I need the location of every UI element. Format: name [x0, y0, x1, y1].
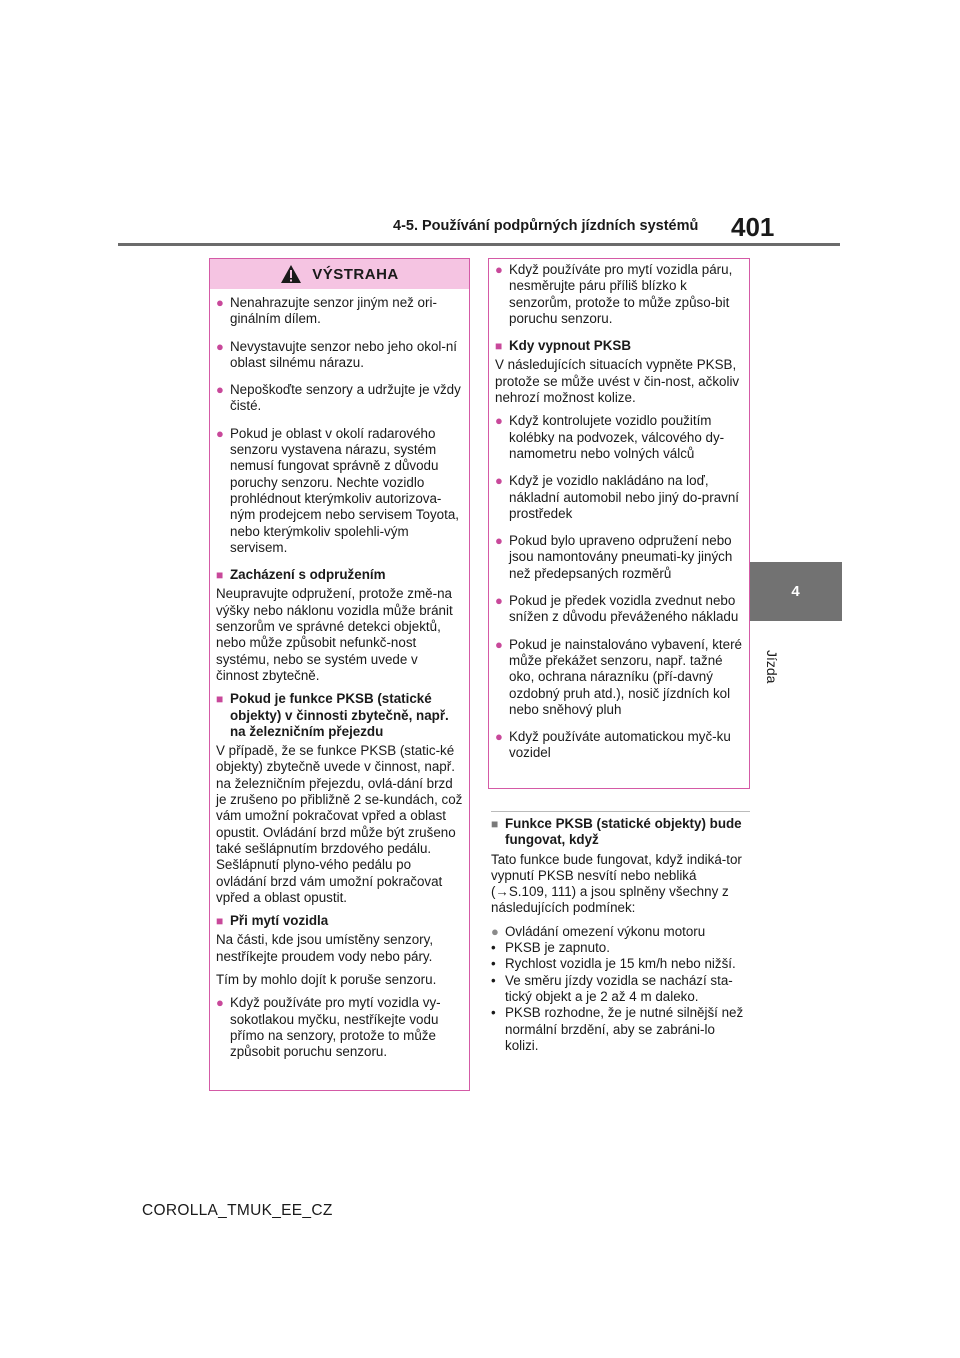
bullet-icon: ● — [495, 729, 503, 745]
list-item: ● Když používáte pro mytí vozidla vy-sokotlakou myčku, nestříkejte vodu přímo na senzory, protože to může způsobit poruchu senzoru. — [216, 995, 441, 1060]
bullet-icon: ● — [216, 425, 224, 441]
document-code: COROLLA_TMUK_EE_CZ — [142, 1202, 333, 1219]
section-title: 4-5. Používání podpůrných jízdních systémů — [393, 218, 699, 234]
square-icon: ■ — [216, 692, 224, 707]
list-item: ● Ovládání omezení výkonu motoru — [491, 923, 706, 939]
list-item: • Ve směru jízdy vozidla se nachází sta-tický objekt a je 2 až 4 m daleko. — [491, 972, 733, 1004]
pksb-conditions — [491, 811, 750, 1054]
dash-icon: • — [491, 1005, 496, 1021]
bullet-icon: ● — [495, 533, 503, 549]
list-item: ● Když je vozidlo nakládáno na loď, nákladní automobil nebo jiný do-pravní prostředek — [495, 473, 740, 521]
warning-box-left — [209, 258, 470, 1091]
subsection-heading: ■ Kdy vypnout PKSB — [495, 338, 632, 354]
list-item: ● Pokud bylo upraveno odpružení nebo jsou namontovány pneumati-ky jiných než předepsaných rozměrů — [495, 533, 733, 581]
list-item: ● Pokud je oblast v okolí radarového senzoru vystavena nárazu, systém nemusí fungovat správně z důvodu poruchy senzoru. Nechte vozidlo prohlédnout kterýmkoliv autorizova-ným prodejcem nebo servisem Toyota, nebo kterýmkoliv spolehli-vým servisem. — [216, 425, 459, 555]
paragraph: Tato funkce bude fungovat, když indiká-tor vypnutí PKSB nesvítí nebo nebliká (→S.109, 111) a jsou splněny všechny z následujících podmínek: — [491, 851, 742, 916]
bullet-icon: ● — [495, 636, 503, 652]
warning-triangle-icon — [280, 264, 302, 284]
subsection-heading: ■ Při mytí vozidla — [216, 913, 329, 929]
list-item: • PKSB rozhodne, že je nutné silnější než normální brzdění, aby se zabráni-lo kolizi. — [491, 1005, 744, 1053]
paragraph: Tím by mohlo dojít k poruše senzoru. — [216, 971, 437, 987]
bullet-icon: ● — [491, 923, 499, 939]
chapter-tab: 4 — [749, 562, 842, 621]
paragraph: V následujících situacích vypněte PKSB, protože se může uvést v čin-nost, ačkoliv nehrozí možnost kolize. — [495, 357, 740, 406]
subsection-heading: ■ Pokud je funkce PKSB (statické objekty) v činnosti zbytečně, např. na železničním přejezdu — [216, 691, 449, 739]
subsection-heading: ■ Zacházení s odpružením — [216, 567, 386, 583]
list-item: ● Pokud je předek vozidla zvednut nebo snížen z důvodu převáženého nákladu — [495, 593, 739, 625]
paragraph: Neupravujte odpružení, protože změ-na výšky nebo náklonu vozidla může bránit senzorům ve správné detekci objektů, nebo může způsobit nefunkč-nost systému, nebo se systém uvede v činnost zbytečně. — [216, 586, 453, 683]
list-item: ● Když používáte pro mytí vozidla páru, nesměrujte páru příliš blízko k senzorům, protože to může způso-bit poruchu senzoru. — [495, 262, 733, 326]
dash-icon: • — [491, 940, 496, 956]
square-icon: ■ — [495, 339, 503, 354]
paragraph: V případě, že se funkce PKSB (static-ké objekty) zbytečně uvede v činnost, např. na železničním přejezdu, ovlá-dání brzd je zrušeno po přibližně 2 se-kundách, což vám umožní pokračovat vpřed a oblast opustit. Ovládání brzd může být zrušeno také sešlápnutím brzdového pedálu. Sešlápnutí plyno-vého pedálu po ovládání brzd vám umožní pokračovat vpřed a oblast opustit. — [216, 743, 463, 905]
warning-title: VÝSTRAHA — [312, 265, 399, 283]
bullet-icon: ● — [495, 262, 503, 277]
warning-header — [210, 259, 469, 289]
list-item: • Rychlost vozidla je 15 km/h nebo nižší. — [491, 956, 736, 972]
bullet-icon: ● — [216, 995, 224, 1011]
square-icon: ■ — [216, 914, 224, 929]
bullet-icon: ● — [495, 593, 503, 609]
list-item: ● Když používáte automatickou myč-ku vozidel — [495, 729, 731, 761]
bullet-icon: ● — [495, 413, 503, 429]
dash-icon: • — [491, 972, 496, 988]
bullet-icon: ● — [216, 382, 224, 398]
chapter-label-text: Jízda — [764, 650, 780, 684]
list-item: ● Nepoškoďte senzory a udržujte je vždy čisté. — [216, 382, 461, 414]
header-rule — [118, 243, 840, 246]
page-number: 401 — [731, 212, 775, 242]
paragraph: Na části, kde jsou umístěny senzory, nestříkejte proudem vody nebo páry. — [216, 932, 434, 964]
square-icon: ■ — [491, 817, 499, 831]
list-item: • PKSB je zapnuto. — [491, 940, 610, 956]
subsection-heading: ■ Funkce PKSB (statické objekty) bude fungovat, když — [491, 816, 742, 848]
bullet-icon: ● — [216, 295, 224, 310]
list-item: ● Když kontrolujete vozidlo použitím kolébky na podvozek, válcového dy-namometru nebo volných válců — [495, 413, 725, 461]
warning-box-right — [488, 258, 750, 789]
list-item: ● Pokud je nainstalováno vybavení, které může překážet senzoru, např. tažné oko, ochrana nárazníku (pří-davný ozdobný pruh atd.), nosič jízdních kol nebo sněhový pluh — [495, 636, 742, 717]
bullet-icon: ● — [495, 473, 503, 489]
dash-icon: • — [491, 956, 496, 972]
list-item: ● Nevystavujte senzor nebo jeho okol-ní oblast silnému nárazu. — [216, 338, 458, 370]
square-icon: ■ — [216, 568, 224, 583]
chapter-label — [764, 620, 810, 684]
bullet-icon: ● — [216, 338, 224, 354]
list-item: ● Nenahrazujte senzor jiným než ori-ginálním dílem. — [216, 295, 437, 327]
